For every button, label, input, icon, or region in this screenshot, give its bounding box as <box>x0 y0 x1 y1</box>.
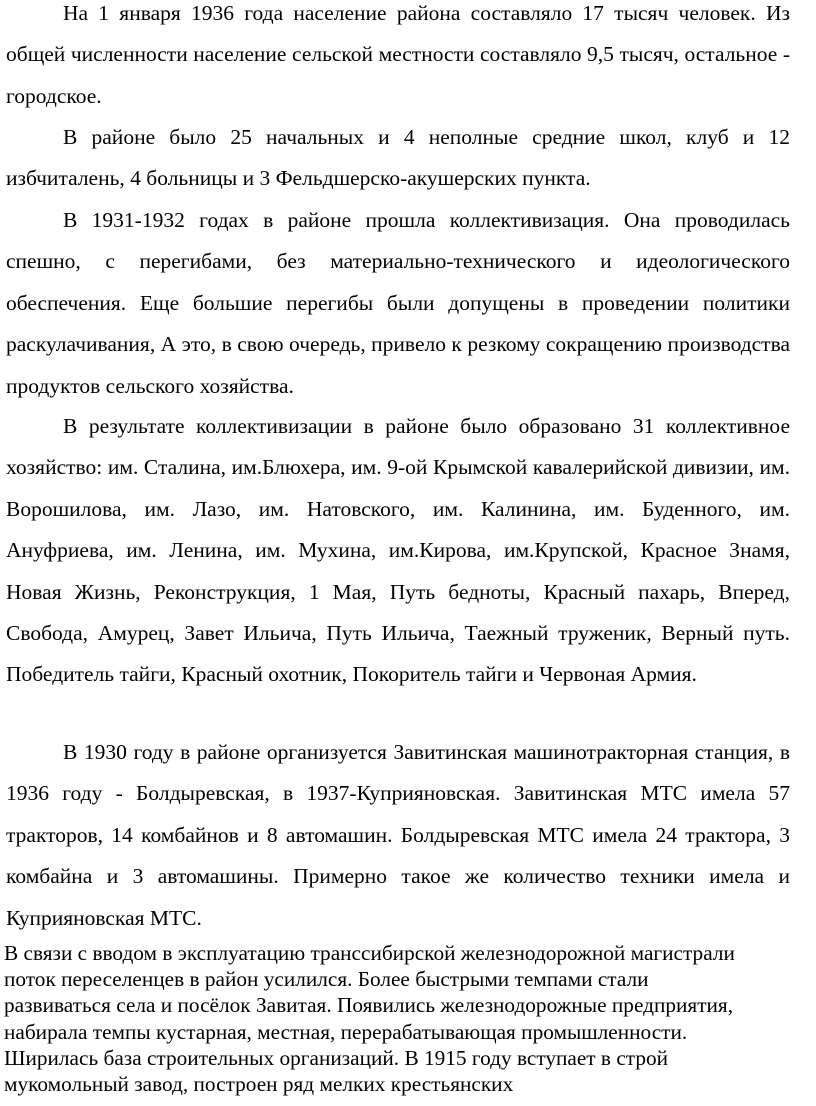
paragraph-mts-stations: В 1930 году в районе организуется Завитинская машинотракторная станция, в 1936 году - Болдыревская, в 1937-Куприяновская. Завитинская МТС имела 57 тракторов, 14 комбайнов и 8 автомашин. Болдыревская МТС имела 24 трактора, 3 комбайна и 3 автомашины. Примерно такое же количество техники имела и Куприяновская МТС. <box>6 740 790 930</box>
paragraph-schools: В районе было 25 начальных и 4 неполные средние школ, клуб и 12 избчиталень, 4 больницы и 3 Фельдшерско-акушерских пункта. <box>6 125 790 191</box>
paragraph-railway: В связи с вводом в эксплуатацию транссибирской железнодорожной магистрали поток переселенцев в район усилился. Более быстрыми темпами стали развиваться села и посёлок Завитая. Появились железнодорожные предприятия, набирала темпы кустарная, местная, перерабатывающая промышленности. Ширилась база строительных организаций. В 1915 году вступает в строй мукомольный завод, построен ряд мелких крестьянских <box>4 941 735 1097</box>
paragraph-population: На 1 января 1936 года население района составляло 17 тысяч человек. Из общей численности население сельской местности составляло 9,5 тысяч, остальное - городское. <box>6 1 790 108</box>
paragraph-collectivization: В 1931-1932 годах в районе прошла коллективизация. Она проводилась спешно, с перегибами, без материально-технического и идеологического обеспечения. Еще большие перегибы были допущены в проведении политики раскулачивания, А это, в свою очередь, привело к резкому сокращению производства продуктов сельского хозяйства. <box>6 208 790 398</box>
paragraph-collective-farms: В результате коллективизации в районе было образовано 31 коллективное хозяйство: им. Сталина, им.Блюхера, им. 9-ой Крымской кавалерийской дивизии, им. Ворошилова, им. Лазо, им. Натовского, им. Калинина, им. Буденного, им. Ануфриева, им. Ленина, им. Мухина, им.Кирова, им.Крупской, Красное Знамя, Новая Жизнь, Реконструкция, 1 Мая, Путь бедноты, Красный пахарь, Вперед, Свобода, Амурец, Завет Ильича, Путь Ильича, Таежный труженик, Верный путь. Победитель тайги, Красный охотник, Покоритель тайги и Червоная Армия. <box>6 414 790 687</box>
